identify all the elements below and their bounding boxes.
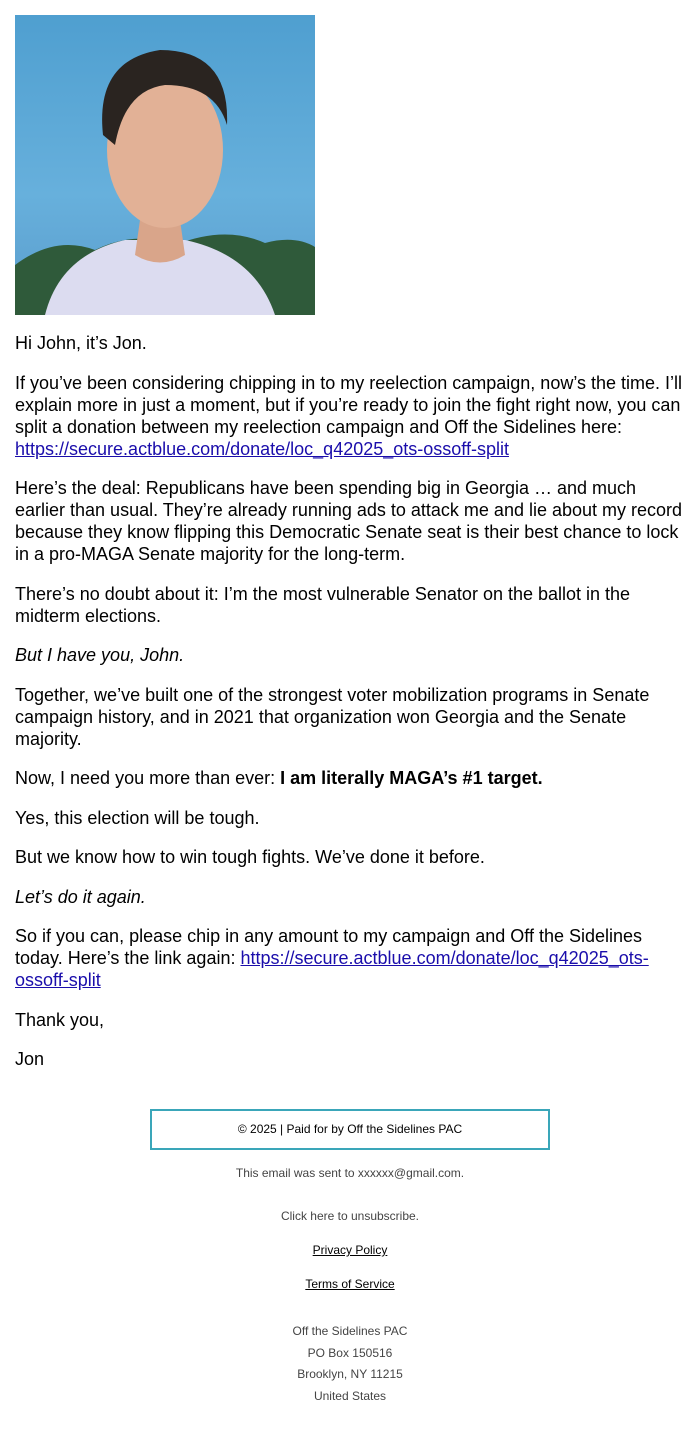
paragraph-tough: Yes, this election will be tough. bbox=[15, 807, 260, 828]
terms-of-service-link[interactable]: Terms of Service bbox=[305, 1277, 395, 1291]
portrait-image bbox=[15, 15, 315, 315]
paragraph-chip-in bbox=[15, 925, 687, 991]
privacy-policy-link[interactable]: Privacy Policy bbox=[312, 1243, 388, 1257]
address-line: PO Box 150516 bbox=[307, 1345, 393, 1360]
mailing-address bbox=[0, 1321, 700, 1407]
paragraph-need-you bbox=[15, 767, 687, 789]
paragraph-intro bbox=[15, 372, 687, 460]
bold-text: I am literally MAGA’s #1 target. bbox=[280, 768, 543, 788]
paragraph-text: So if you can, please chip in any amount to my campaign and Off the Sidelines today. Here’s the link again: bbox=[15, 926, 643, 968]
greeting: Hi John, it’s Jon. bbox=[15, 333, 147, 353]
paragraph-vulnerable: There’s no doubt about it: I’m the most vulnerable Senator on the ballot in the midterm elections. bbox=[15, 583, 631, 626]
paid-for-box: © 2025 | Paid for by Off the Sidelines PAC bbox=[150, 1109, 550, 1150]
email-body bbox=[15, 332, 687, 1088]
unsubscribe-link[interactable]: Click here to unsubscribe. bbox=[280, 1209, 420, 1223]
address-line: Brooklyn, NY 11215 bbox=[297, 1367, 403, 1382]
donate-link-again[interactable]: https://secure.actblue.com/donate/loc_q42025_ots-ossoff-split bbox=[15, 948, 649, 990]
header-photo bbox=[15, 15, 315, 315]
sent-to-text: This email was sent to xxxxxx@gmail.com. bbox=[235, 1166, 465, 1180]
paragraph-win: But we know how to win tough fights. We’ve done it before. bbox=[15, 847, 485, 867]
address-line: United States bbox=[313, 1388, 387, 1403]
paragraph-text: Now, I need you more than ever: bbox=[15, 768, 281, 788]
address-line: Off the Sidelines PAC bbox=[292, 1324, 408, 1338]
footer bbox=[0, 1109, 700, 1407]
italic-text: Let’s do it again. bbox=[15, 886, 146, 907]
paragraph-deal: Here’s the deal: Republicans have been spending big in Georgia … and much earlier than usual. They’re already running ads to attack me and lie about my record because they know flipping this Democratic Senate seat is their best chance to lock in a pro-MAGA Senate majority for the long-term. bbox=[15, 478, 683, 564]
italic-text: But I have you, John. bbox=[15, 645, 185, 665]
paragraph-again bbox=[15, 886, 687, 908]
paragraph-text: If you’ve been considering chipping in to my reelection campaign, now’s the time. I’ll explain more in just a moment, but if you’re ready to join the fight right now, you can split a donation between my reelection campaign and Off the Sidelines here: bbox=[15, 372, 683, 437]
signoff: Thank you, bbox=[15, 1009, 105, 1030]
paragraph-have-you bbox=[15, 644, 687, 666]
signature: Jon bbox=[15, 1049, 45, 1069]
donate-link[interactable]: https://secure.actblue.com/donate/loc_q42025_ots-ossoff-split bbox=[15, 438, 509, 459]
paragraph-together: Together, we’ve built one of the strongest voter mobilization programs in Senate campaign history, and in 2021 that organization won Georgia and the Senate majority. bbox=[15, 684, 650, 749]
